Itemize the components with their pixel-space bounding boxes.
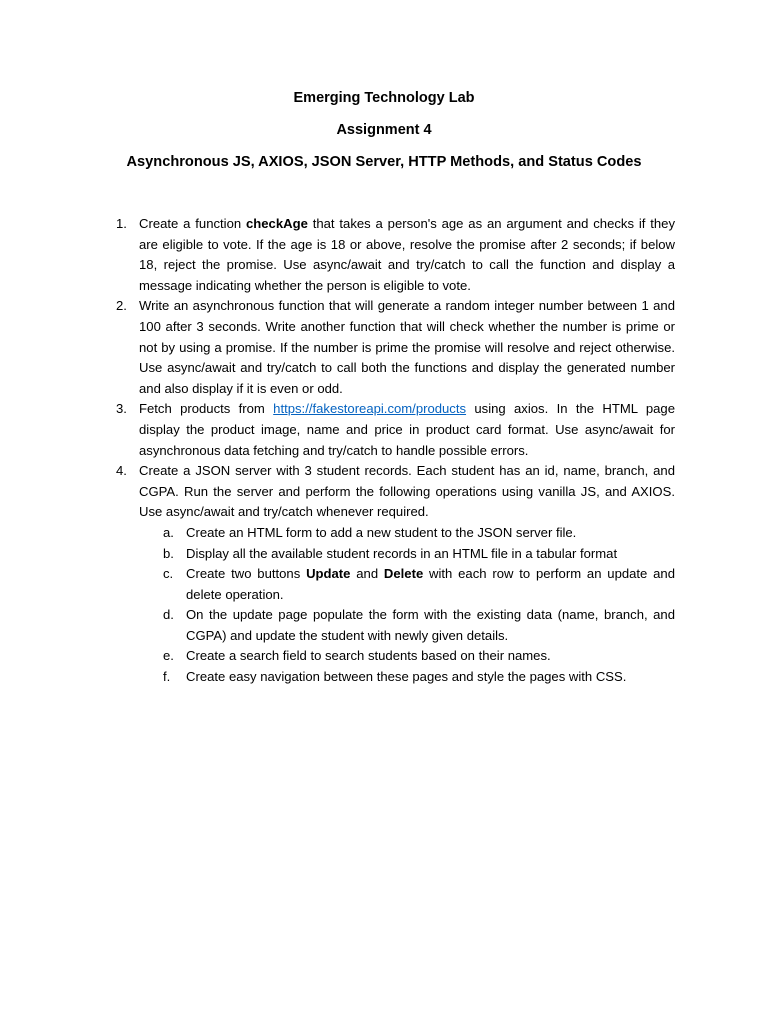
sub-task-text: with each row to perform an update and delete operation. — [186, 566, 675, 602]
assignment-number: Assignment 4 — [336, 122, 432, 138]
sub-task-e — [163, 646, 675, 667]
sub-task-text: and — [350, 566, 384, 582]
sub-task-a — [163, 523, 675, 544]
delete-keyword: Delete — [383, 566, 424, 582]
question-number: 1. — [116, 216, 127, 231]
sub-task-f — [163, 667, 675, 688]
question-text: Create a function — [139, 216, 246, 231]
sub-task-c — [163, 564, 675, 605]
question-text: Fetch products from — [139, 401, 274, 417]
assignment-subtitle: Asynchronous JS, AXIOS, JSON Server, HTTP Methods, and Status Codes — [126, 154, 642, 170]
question-text: Write an asynchronous function that will generate a random integer number between 1 and 100 after 3 seconds. Write another function that will check whether the number is prime or not by using a promise. If the number is prime the promise will resolve and reject otherwise. Use async/await and try/catch to call both the functions and display the generated number and also display if it is even or odd. — [139, 298, 675, 396]
update-keyword: Update — [306, 566, 351, 582]
question-1 — [116, 214, 676, 296]
sub-task-text: On the update page populate the form with the existing data (name, branch, and CGPA) and update the student with newly given details. — [186, 607, 675, 643]
sub-task-letter: e. — [163, 648, 174, 664]
question-4 — [116, 461, 675, 688]
sub-task-letter: c. — [163, 566, 174, 582]
question-3 — [116, 399, 675, 461]
sub-task-list — [139, 523, 675, 688]
sub-task-letter: b. — [163, 545, 174, 561]
sub-task-text: Display all the available student records in an HTML file in a tabular format — [186, 545, 618, 561]
sub-task-text: Create an HTML form to add a new student to the JSON server file. — [186, 524, 577, 540]
api-link[interactable]: https://fakestoreapi.com/products — [273, 401, 467, 417]
question-2 — [116, 296, 675, 399]
sub-task-letter: d. — [163, 607, 174, 623]
question-text: Create a JSON server with 3 student records. Each student has an id, name, branch, and CGPA. Run the server and perform the following operations using vanilla JS, and AXIOS. Use async/await and try/catch whenever required. — [139, 463, 675, 520]
question-text: using axios. In the HTML page display the product image, name and price in product card format. Use async/await for asynchronous data fetching and try/catch to handle possible errors. — [139, 401, 675, 458]
question-number: 2. — [116, 298, 127, 314]
question-number: 4. — [116, 463, 127, 479]
sub-task-d — [163, 605, 675, 646]
sub-task-text: Create a search field to search students based on their names. — [186, 648, 551, 664]
sub-task-b — [163, 544, 675, 565]
sub-task-text: Create two buttons — [186, 566, 307, 582]
question-text: that takes a person's age as an argument and checks if they are eligible to vote. If the age is 18 or above, resolve the promise after 2 seconds; if below 18, reject the promise. Use async/await and try/catch to call the function and display a message indicating whether the person is eligible to vote. — [139, 216, 676, 293]
function-name: checkAge — [246, 216, 308, 231]
lab-title: Emerging Technology Lab — [293, 90, 475, 106]
sub-task-text: Create easy navigation between these pages and style the pages with CSS. — [186, 669, 627, 685]
question-list — [0, 214, 768, 688]
sub-task-letter: f. — [163, 669, 171, 685]
question-number: 3. — [116, 401, 127, 417]
sub-task-letter: a. — [163, 524, 174, 540]
